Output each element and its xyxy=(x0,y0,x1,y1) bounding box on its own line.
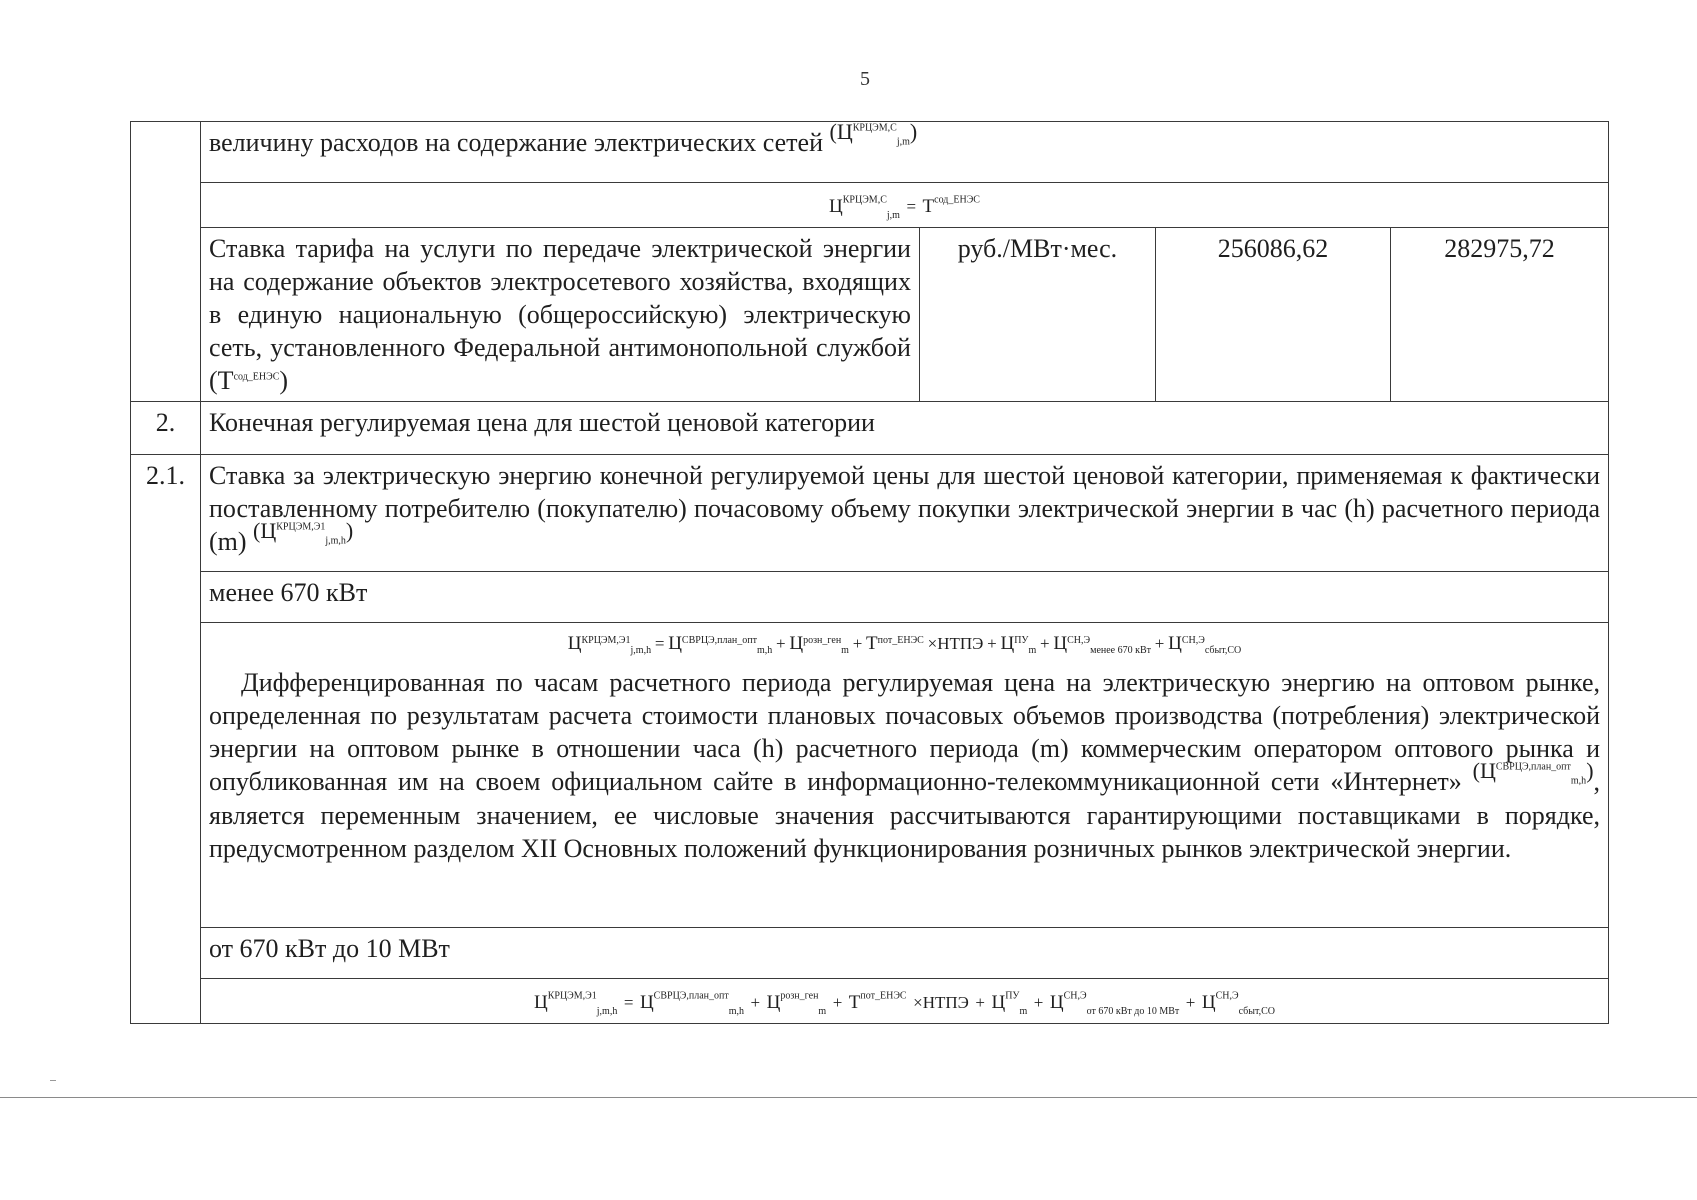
row-formula-content-cost xyxy=(131,183,1609,228)
tariff-rate-unit: руб./МВт·мес. xyxy=(919,228,1155,402)
tariff-table xyxy=(130,121,1609,1024)
formula-1-cell xyxy=(201,623,1609,928)
sub-label-670-to-10: от 670 кВт до 10 МВт xyxy=(201,928,1609,979)
section-2-1-text: Ставка за электрическую энергию конечной регулируемой цены для шестой ценовой категории, применяемая к фактически поставленному потребителю (покупателю) почасовому объему покупки электрической энергии в час (h) расчетного периода (m) $^{(Ц^{КРЦЭМ,Э1}_{j,m,h})}$ xyxy=(201,455,1609,572)
wholesale-price-paragraph: Дифференцированная по часам расчетного периода регулируемая цена на электрическую энергию на оптовом рынке, определенная по результатам расчета стоимости плановых почасовых объемов производства (потребления) электрической энергии на оптовом рынке в отношении часа (h) расчетного периода (m) коммерческим оператором оптового рынка и опубликованная им на своем официальном сайте в информационно-телекоммуникационной сети «Интернет» $^{(Ц^{СВРЦЭ,план\_опт}_{m,h})}$, является переменным значением, ее числовые значения рассчитываются гарантирующими поставщиками в порядке, предусмотренном разделом XII Основных положений функционирования розничных рынков электрической энергии. xyxy=(209,668,1601,863)
expenses-heading-text: величину расходов на содержание электрических сетей xyxy=(209,128,823,157)
inline-symbol-krcem-e1: (ЦКРЦЭМ,Э1j,m,h) xyxy=(253,518,354,547)
tariff-rate-value-2: 282975,72 xyxy=(1390,228,1608,402)
inline-symbol-svrce: (ЦСВРЦЭ,план_оптm,h) xyxy=(1472,758,1594,787)
page-number: 5 xyxy=(860,68,870,90)
sub-label-less-670: менее 670 кВт xyxy=(201,572,1609,623)
number-cell-empty xyxy=(131,122,201,402)
section-2-1-number: 2.1. xyxy=(131,455,201,1024)
formula-2: $Ц^{КРЦЭМ,Э1}_{j,m,h} = Ц^{СВРЦЭ,план\_опт}_{m,h} + Ц^{розн\_ген}_m + Т^{пот\_ЕНЭС}$ ×НТПЭ + $Ц^{ПУ}_m + Ц^{СН,Э}_{от 670 кВт до 10 МВт} + Ц^{СН,Э}_{сбыт,СО}$ xyxy=(201,979,1609,1024)
row-sub-less-670 xyxy=(131,572,1609,623)
section-2-number: 2. xyxy=(131,402,201,455)
scan-mark xyxy=(50,1080,56,1081)
formula-content-cost: $Ц^{КРЦЭМ,С}_{j,m} = Т^{сод\_ЕНЭС}$ xyxy=(201,183,1609,228)
expenses-heading-cell xyxy=(201,119,1609,183)
row-sub-670-to-10 xyxy=(131,928,1609,979)
page-bottom-rule xyxy=(0,1097,1697,1098)
row-expenses-heading xyxy=(131,122,1609,183)
tariff-rate-description: Ставка тарифа на услуги по передаче электрической энергии на содержание объектов электросетевого хозяйства, входящих в единую национальную (общероссийскую) электрическую сеть, установленного Федеральной антимонопольной службой $(Т^{сод\_ЕНЭС})$ xyxy=(201,228,920,402)
section-2-title: Конечная регулируемая цена для шестой ценовой категории xyxy=(201,402,1609,455)
tariff-rate-value-1: 256086,62 xyxy=(1155,228,1390,402)
row-section-2 xyxy=(131,402,1609,455)
row-formula-1-and-paragraph xyxy=(131,623,1609,928)
row-tariff-rate xyxy=(131,228,1609,402)
formula-1: $Ц^{КРЦЭМ,Э1}_{j,m,h} = Ц^{СВРЦЭ,план\_опт}_{m,h} + Ц^{розн\_ген}_m + Т^{пот\_ЕНЭС}$ ×НТПЭ + $Ц^{ПУ}_m + Ц^{СН,Э}_{менее 670 кВт} + Ц^{СН,Э}_{сбыт,СО}$ xyxy=(567,633,1242,656)
row-formula-2 xyxy=(131,979,1609,1024)
inline-symbol-krcem-c: (ЦКРЦЭМ,Сj,m) xyxy=(829,119,918,148)
row-section-2-1 xyxy=(131,455,1609,572)
